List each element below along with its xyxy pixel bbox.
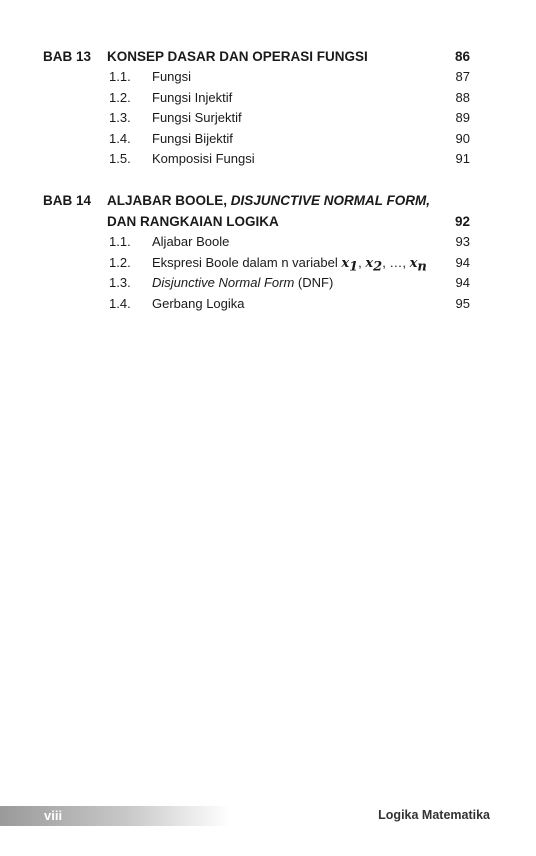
chapter-page: 92	[454, 214, 470, 229]
section-page: 89	[455, 110, 470, 125]
list-item	[0, 234, 536, 254]
section-page: 93	[455, 234, 470, 249]
list-item	[0, 255, 536, 275]
section-title-text: (DNF)	[294, 275, 334, 290]
section-page: 91	[455, 151, 470, 166]
section-number: 1.1.	[109, 234, 131, 249]
section-number: 1.2.	[109, 255, 131, 270]
chapter-title-italic: DISJUNCTIVE NORMAL FORM,	[230, 193, 431, 208]
section-title: Gerbang Logika	[152, 296, 245, 311]
chapter-page: 86	[454, 49, 470, 64]
section-number: 1.5.	[109, 151, 131, 166]
section-page: 87	[455, 69, 470, 84]
list-item	[0, 151, 536, 171]
chapter-title: KONSEP DASAR DAN OPERASI FUNGSI	[107, 49, 368, 64]
section-title: Fungsi Injektif	[152, 90, 233, 105]
list-item	[0, 131, 536, 151]
running-footer-title: Logika Matematika	[378, 808, 490, 822]
section-number: 1.4.	[109, 131, 131, 146]
math-separator: ,	[358, 255, 366, 270]
section-page: 90	[455, 131, 470, 146]
section-title: Aljabar Boole	[152, 234, 230, 249]
math-variable: x	[365, 256, 374, 271]
list-item	[0, 90, 536, 110]
section-number: 1.1.	[109, 69, 131, 84]
chapter-title-line-1	[107, 193, 430, 208]
section-number: 1.4.	[109, 296, 131, 311]
math-subscript: 2	[373, 259, 383, 275]
chapter-title-text: ALJABAR BOOLE,	[107, 193, 231, 208]
section-title: Fungsi Surjektif	[152, 110, 242, 125]
chapter-label: BAB 13	[43, 49, 92, 64]
math-variable: x	[341, 256, 350, 271]
math-subscript: 1	[349, 259, 359, 275]
section-number: 1.2.	[109, 90, 131, 105]
section-page: 88	[455, 90, 470, 105]
list-item	[0, 110, 536, 130]
section-number: 1.3.	[109, 275, 131, 290]
math-ellipsis: …,	[389, 255, 410, 270]
list-item	[0, 275, 536, 295]
chapter-label: BAB 14	[43, 193, 92, 208]
section-title: Fungsi	[152, 69, 192, 84]
section-title-italic: Disjunctive Normal Form	[152, 275, 295, 290]
section-page: 94	[455, 255, 470, 270]
section-page: 95	[455, 296, 470, 311]
section-title	[152, 275, 333, 290]
list-item	[0, 69, 536, 89]
section-title	[152, 255, 427, 275]
math-subscript: n	[417, 259, 427, 275]
chapter-title-line-2: DAN RANGKAIAN LOGIKA	[107, 214, 279, 229]
section-title: Fungsi Bijektif	[152, 131, 233, 146]
section-page: 94	[455, 275, 470, 290]
page-number: viii	[44, 808, 63, 823]
math-separator: ,	[382, 255, 390, 270]
section-number: 1.3.	[109, 110, 131, 125]
list-item	[0, 296, 536, 316]
section-title: Komposisi Fungsi	[152, 151, 255, 166]
footer-bar	[0, 806, 230, 826]
math-variable: x	[409, 256, 418, 271]
section-title-text: Ekspresi Boole dalam n variabel	[152, 255, 342, 270]
